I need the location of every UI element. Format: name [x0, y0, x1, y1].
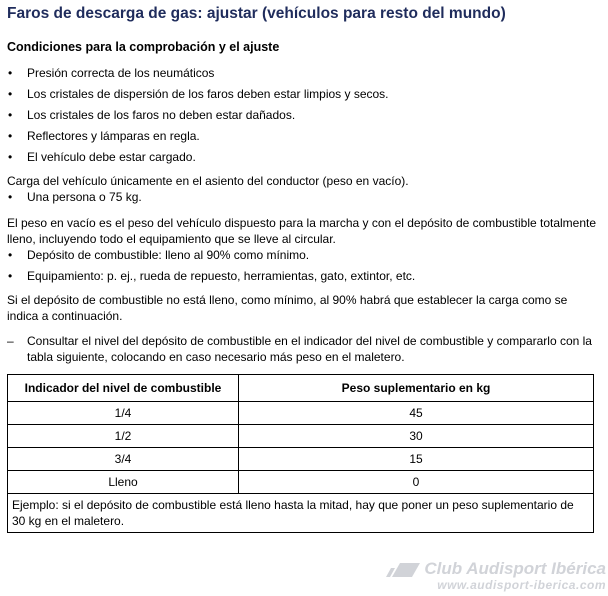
weight-cell: 45	[239, 402, 594, 425]
weight-cell: 30	[239, 425, 594, 448]
procedure-step	[7, 333, 600, 365]
table-row	[8, 402, 594, 425]
watermark-name: Club Audisport Ibérica	[386, 560, 606, 578]
list-item: • Reflectores y lámparas en regla.	[8, 129, 200, 143]
bullet-icon: •	[8, 150, 13, 164]
header-extra-weight: Peso suplementario en kg	[239, 375, 594, 402]
list-item: • Depósito de combustible: lleno al 90% como mínimo.	[8, 248, 310, 262]
weight-cell: 0	[239, 471, 594, 494]
bullet-icon: •	[8, 190, 13, 204]
load-text: Carga del vehículo únicamente en el asiento del conductor (peso en vacío).	[7, 174, 409, 188]
watermark-url: www.audisport-iberica.com	[437, 578, 606, 592]
bullet-icon: •	[8, 108, 13, 122]
watermark	[386, 560, 606, 592]
list-item: • Una persona o 75 kg.	[8, 190, 142, 204]
table-header-row	[8, 375, 594, 402]
header-fuel-level: Indicador del nivel de combustible	[8, 375, 239, 402]
weight-cell: 15	[239, 448, 594, 471]
conditions-heading: Condiciones para la comprobación y el ajuste	[7, 40, 280, 54]
supplementary-weight-table	[7, 374, 594, 533]
page-title: Faros de descarga de gas: ajustar (vehículos para resto del mundo)	[7, 5, 506, 22]
bullet-icon: •	[8, 248, 13, 262]
fuel-level-cell: 1/2	[8, 425, 239, 448]
list-item: • Presión correcta de los neumáticos	[8, 66, 215, 80]
list-item: • Equipamiento: p. ej., rueda de repuesto, herramientas, gato, extintor, etc.	[8, 269, 416, 283]
bullet-icon: •	[8, 129, 13, 143]
table-row	[8, 425, 594, 448]
table-row	[8, 448, 594, 471]
bullet-icon: •	[8, 87, 13, 101]
bullet-icon: •	[8, 66, 13, 80]
fuel-level-cell: 1/4	[8, 402, 239, 425]
table-row	[8, 471, 594, 494]
empty-weight-text: El peso en vacío es el peso del vehículo dispuesto para la marcha y con el depósito de combustible totalmente lleno, incluyendo todo el equipamiento que se lleve al circular.	[7, 216, 597, 246]
fuel-level-cell: 3/4	[8, 448, 239, 471]
conditions-list	[7, 65, 600, 165]
table-note: Ejemplo: si el depósito de combustible está lleno hasta la mitad, hay que poner un peso suplementario de 30 kg en el maletero.	[8, 494, 594, 533]
fuel-level-cell: Lleno	[8, 471, 239, 494]
list-item: • Los cristales de los faros no deben estar dañados.	[8, 108, 296, 122]
step-text: Consultar el nivel del depósito de combustible en el indicador del nivel de combustible y compararlo con la tabla siguiente, colocando en caso necesario más peso en el maletero.	[27, 334, 592, 364]
step-marker: –	[7, 334, 14, 348]
table-note-row	[8, 494, 594, 533]
club-logo-icon	[386, 562, 420, 578]
list-item: • El vehículo debe estar cargado.	[8, 150, 196, 164]
list-item: • Los cristales de dispersión de los faros deben estar limpios y secos.	[8, 87, 389, 101]
tank-text: Si el depósito de combustible no está lleno, como mínimo, al 90% habrá que establecer la carga como se indica a continuación.	[7, 293, 568, 323]
load-list	[7, 189, 600, 205]
bullet-icon: •	[8, 269, 13, 283]
empty-weight-list	[7, 247, 600, 284]
